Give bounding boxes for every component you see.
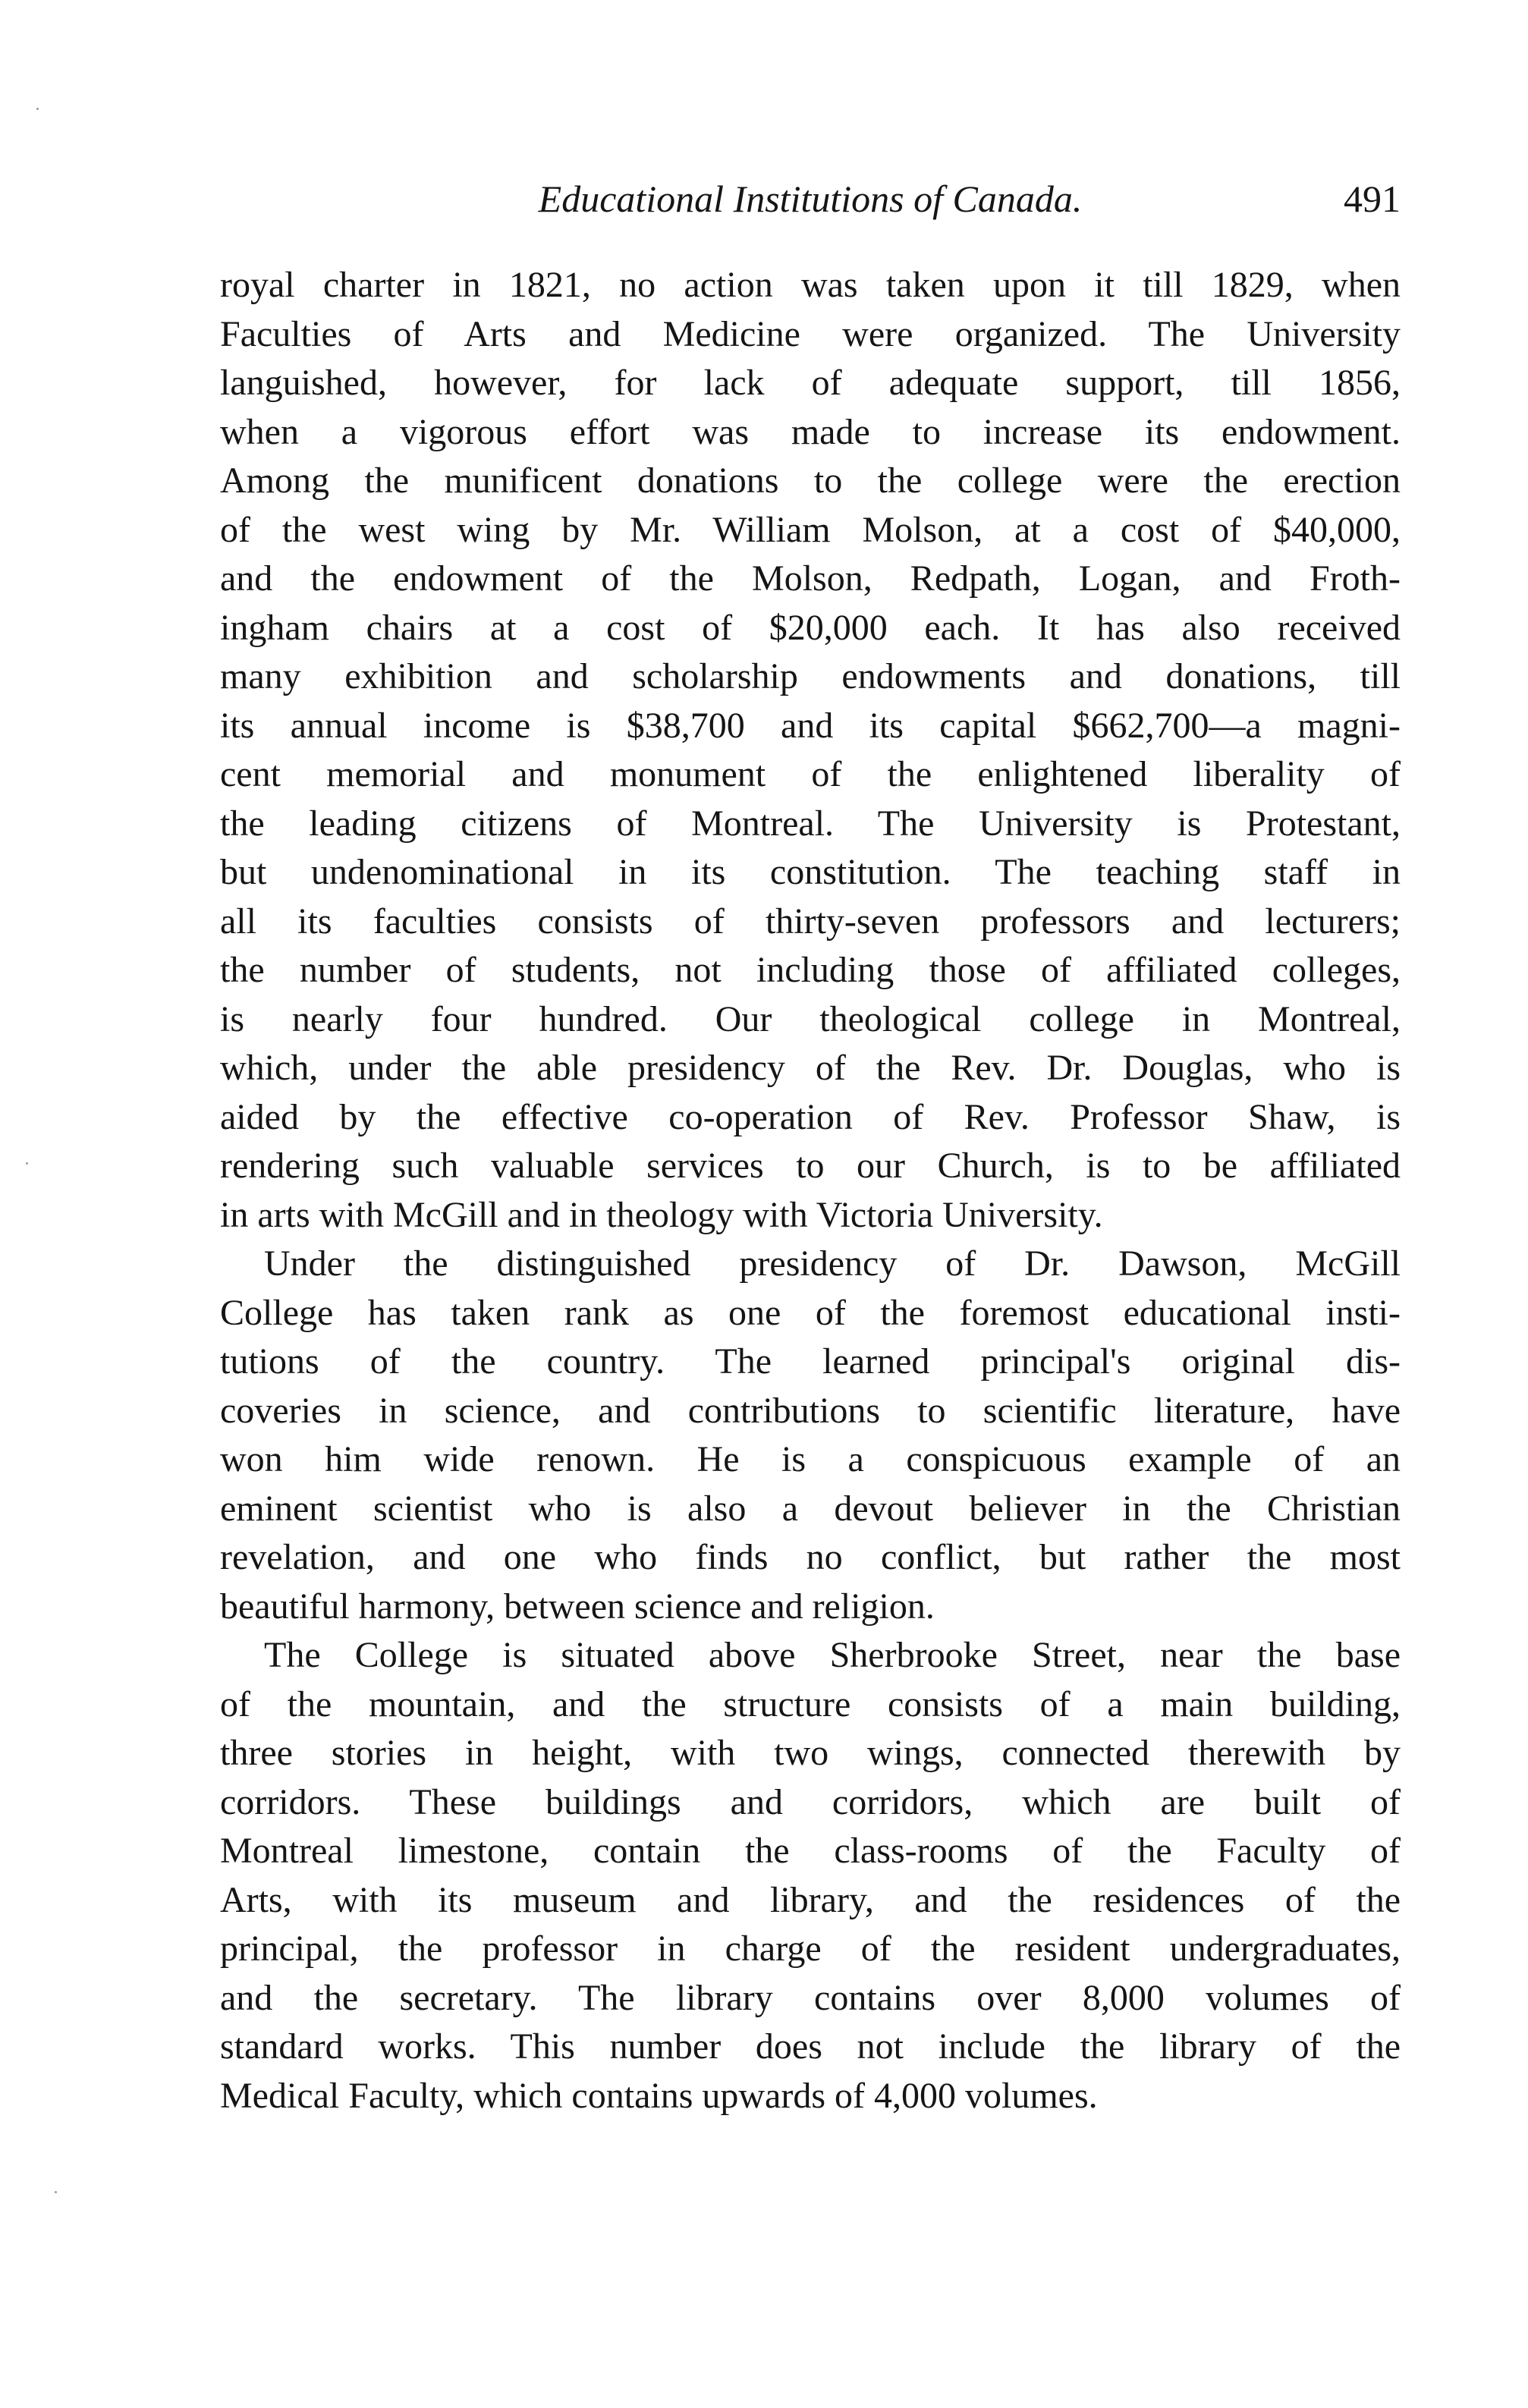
text-line: corridors. These buildings and corridors, which are built of xyxy=(220,1781,1401,1822)
text-line: Arts, with its museum and library, and the residences of the xyxy=(220,1879,1401,1920)
text-line: revelation, and one who finds no conflict, but rather the most xyxy=(220,1537,1401,1577)
text-line: cent memorial and monument of the enlightened liberality of xyxy=(220,754,1401,794)
text-line: ingham chairs at a cost of $20,000 each. It has also received xyxy=(220,607,1401,648)
text-line: the leading citizens of Montreal. The University is Protestant, xyxy=(220,803,1401,844)
body-text xyxy=(220,261,1401,2120)
text-line: aided by the effective co-operation of Rev. Professor Shaw, is xyxy=(220,1096,1401,1137)
text-line: The College is situated above Sherbrooke Street, near the base xyxy=(264,1635,1401,1675)
text-line: many exhibition and scholarship endowments and donations, till xyxy=(220,656,1401,696)
text-line: three stories in height, with two wings, connected therewith by xyxy=(220,1733,1401,1773)
text-line: tutions of the country. The learned principal's original dis- xyxy=(220,1341,1401,1382)
text-line: Under the distinguished presidency of Dr. Dawson, McGill xyxy=(264,1243,1401,1284)
text-line: when a vigorous effort was made to increase its endowment. xyxy=(220,411,1401,452)
running-title: Educational Institutions of Canada. xyxy=(538,178,1083,220)
text-line: and the endowment of the Molson, Redpath, Logan, and Froth- xyxy=(220,558,1401,599)
text-line: languished, however, for lack of adequate support, till 1856, xyxy=(220,363,1401,403)
paper-speck xyxy=(55,2191,57,2193)
text-line: its annual income is $38,700 and its capital $662,700—a magni- xyxy=(220,705,1401,746)
text-line: but undenominational in its constitution. The teaching staff in xyxy=(220,852,1401,892)
text-line: standard works. This number does not include the library of the xyxy=(220,2026,1401,2067)
paragraph xyxy=(220,261,1401,1240)
text-line: won him wide renown. He is a conspicuous example of an xyxy=(220,1439,1401,1479)
text-line: the number of students, not including those of affiliated colleges, xyxy=(220,950,1401,990)
paragraph xyxy=(220,1240,1401,1631)
running-head xyxy=(220,176,1401,237)
text-line: Medical Faculty, which contains upwards of 4,000 volumes. xyxy=(220,2075,1098,2116)
text-line: which, under the able presidency of the Rev. Dr. Douglas, who is xyxy=(220,1048,1401,1088)
text-line: rendering such valuable services to our Church, is to be affiliated xyxy=(220,1146,1401,1186)
text-line: coveries in science, and contributions to scientific literature, have xyxy=(220,1390,1401,1431)
text-line: in arts with McGill and in theology with Victoria University. xyxy=(220,1194,1103,1235)
paragraph xyxy=(220,1631,1401,2120)
text-line: is nearly four hundred. Our theological college in Montreal, xyxy=(220,998,1401,1039)
text-line: eminent scientist who is also a devout believer in the Christian xyxy=(220,1488,1401,1529)
text-line: all its faculties consists of thirty-seven professors and lecturers; xyxy=(220,901,1401,942)
text-line: Faculties of Arts and Medicine were organized. The University xyxy=(220,313,1401,354)
text-line: beautiful harmony, between science and religion. xyxy=(220,1586,935,1627)
text-line: of the west wing by Mr. William Molson, at a cost of $40,000, xyxy=(220,509,1401,550)
text-line: principal, the professor in charge of the resident undergraduates, xyxy=(220,1929,1401,1969)
text-line: of the mountain, and the structure consists of a main building, xyxy=(220,1683,1401,1724)
text-line: and the secretary. The library contains over 8,000 volumes of xyxy=(220,1977,1401,2018)
text-line: College has taken rank as one of the foremost educational insti- xyxy=(220,1292,1401,1333)
text-line: Among the munificent donations to the college were the erection xyxy=(220,461,1401,501)
text-line: Montreal limestone, contain the class-rooms of the Faculty of xyxy=(220,1831,1401,1871)
text-line: royal charter in 1821, no action was taken upon it till 1829, when xyxy=(220,265,1401,305)
paper-speck xyxy=(36,108,39,110)
paper-speck xyxy=(26,1162,28,1165)
page-number: 491 xyxy=(1344,178,1401,220)
